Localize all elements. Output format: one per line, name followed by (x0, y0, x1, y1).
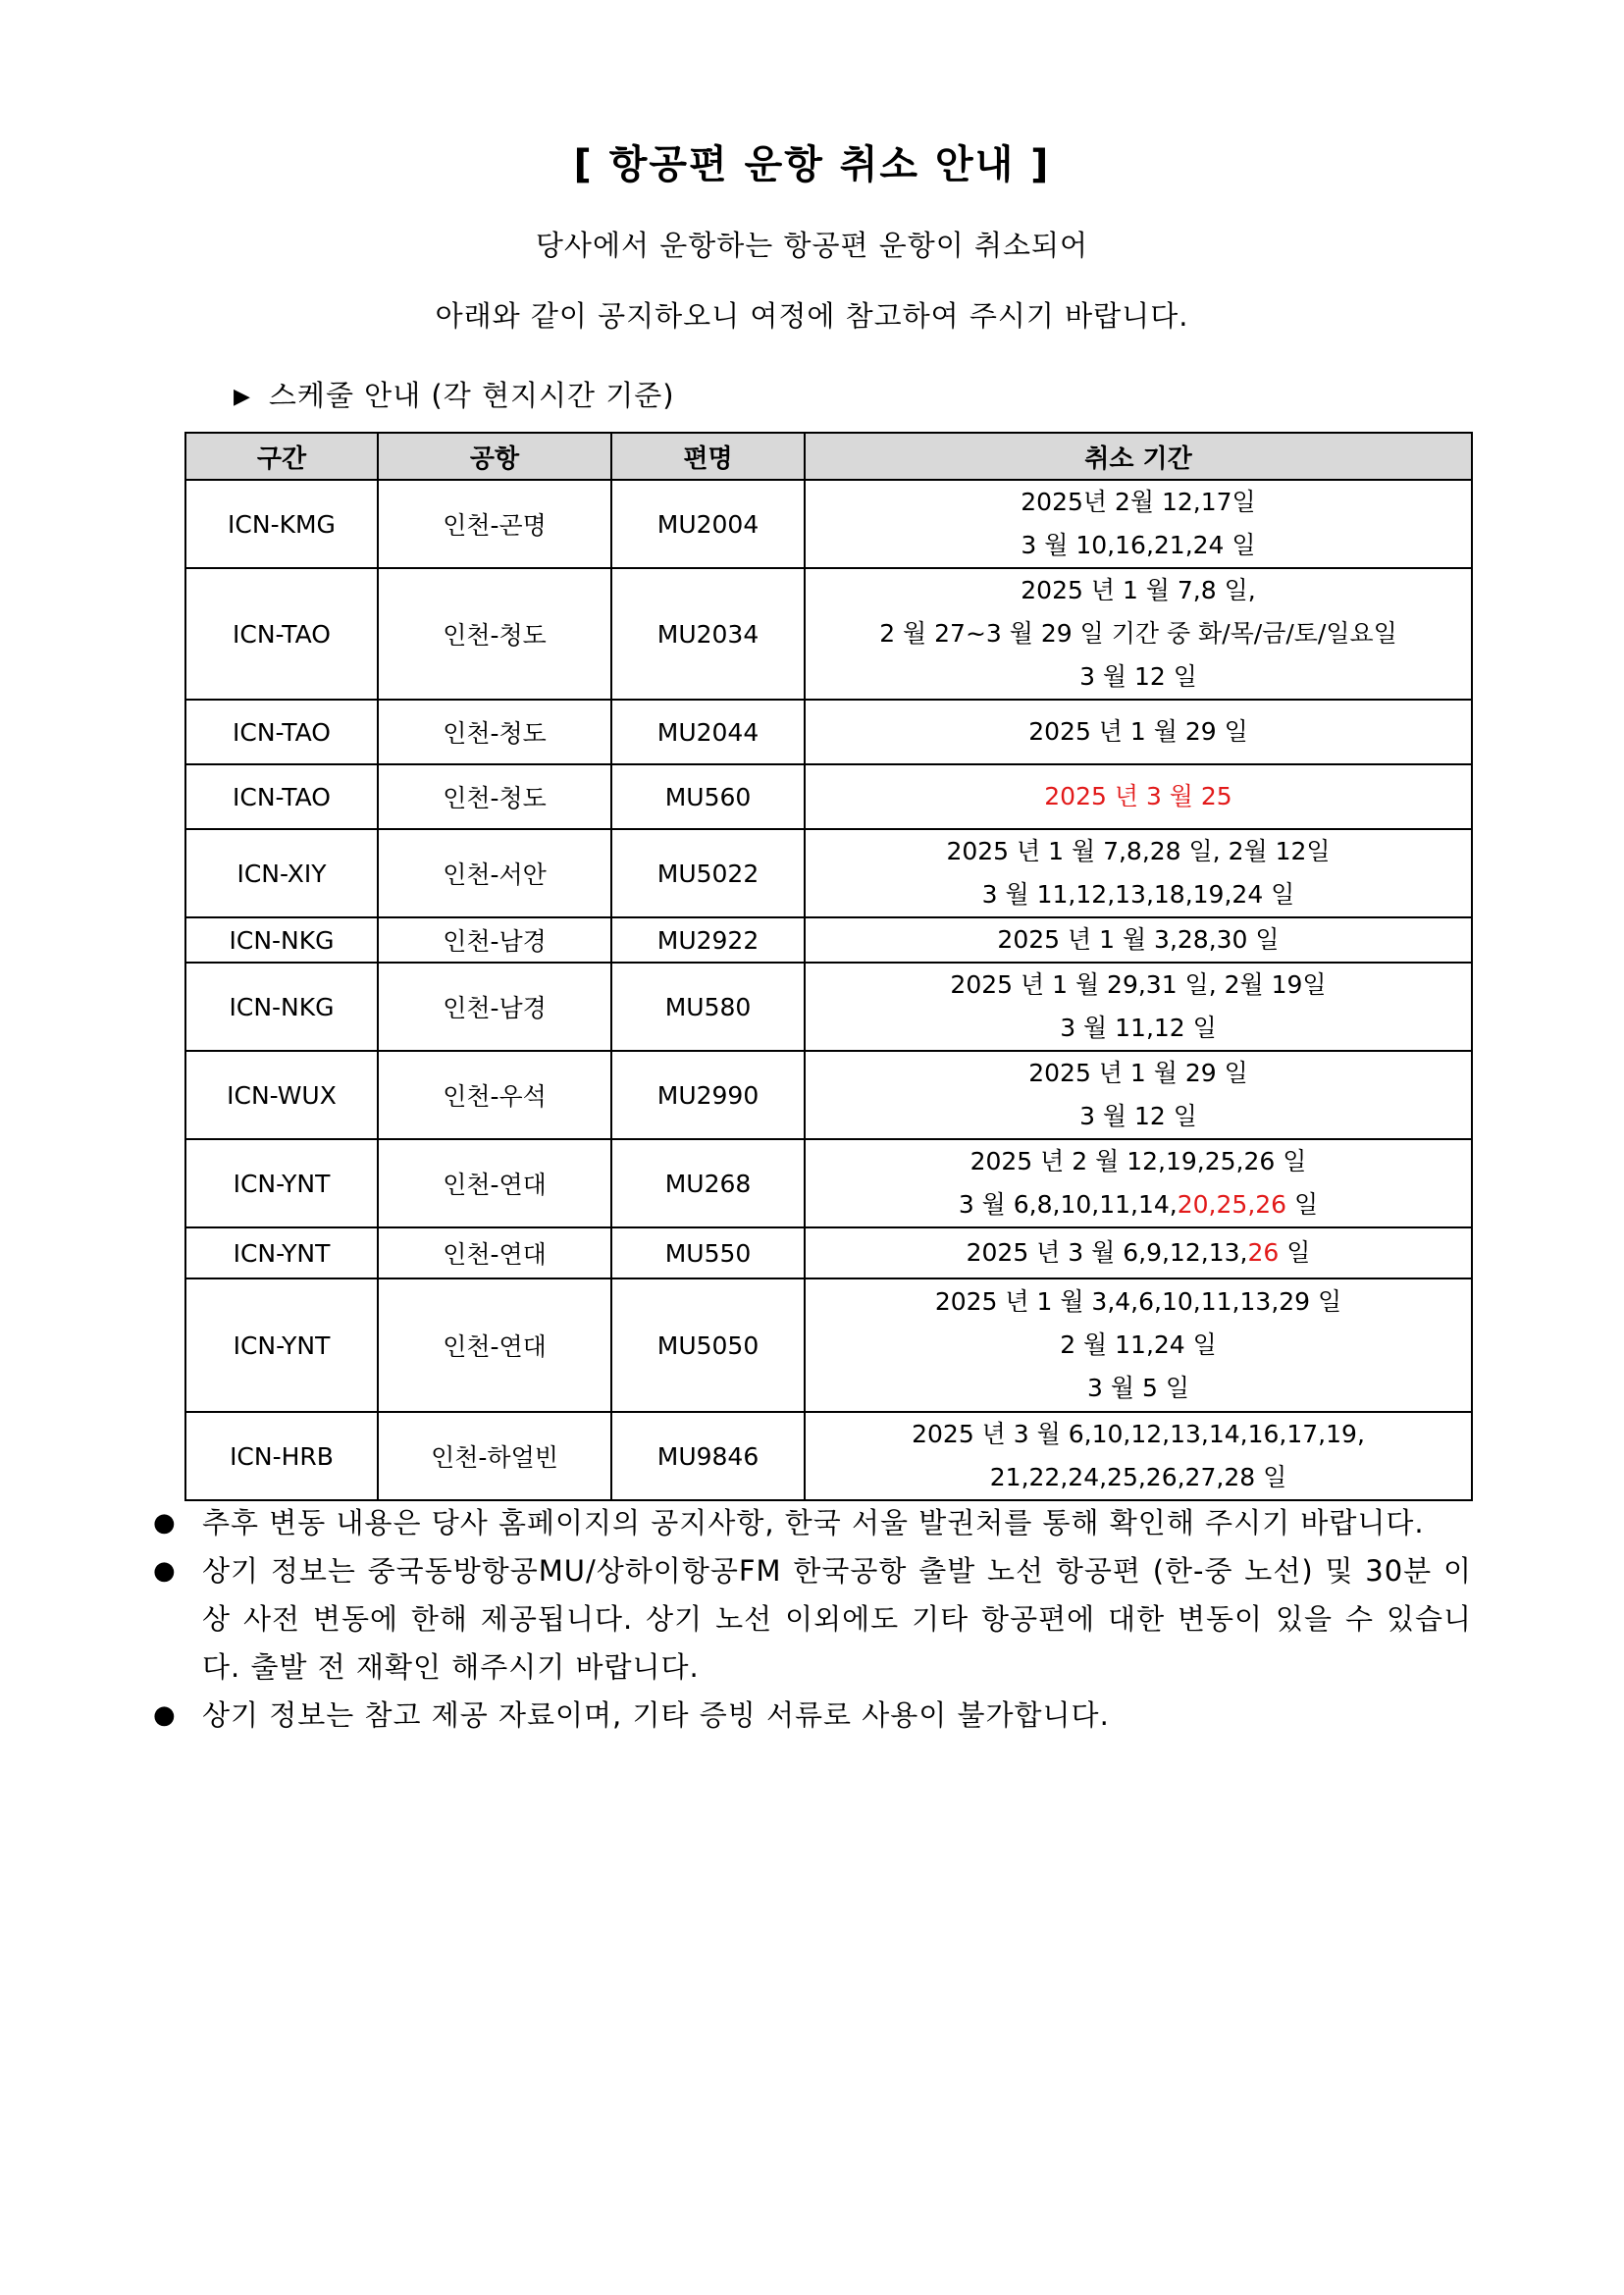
page-title: [ 항공편 운항 취소 안내 ] (573, 142, 1051, 187)
period-line (806, 1052, 1471, 1095)
period-cell (805, 829, 1472, 917)
period-line (806, 1413, 1471, 1456)
period-text-highlight: 20,25,26 (1177, 1190, 1287, 1219)
note-text: 추후 변동 내용은 당사 홈페이지의 공지사항, 한국 서울 발권처를 통해 확인해 주시기 바랍니다. (202, 1506, 1425, 1539)
route-cell: ICN-YNT (185, 1227, 378, 1278)
route-cell: ICN-KMG (185, 480, 378, 568)
period-cell (805, 1051, 1472, 1139)
airport-cell: 인천-연대 (378, 1227, 611, 1278)
period-text: 2025 년 1 월 3,28,30 일 (997, 925, 1280, 954)
route-cell: ICN-XIY (185, 829, 378, 917)
intro-line-2: 아래와 같이 공지하오니 여정에 참고하여 주시기 바랍니다. (435, 299, 1189, 333)
schedule-heading (234, 374, 675, 414)
flight-cell: MU2004 (611, 480, 805, 568)
flight-cell: MU9846 (611, 1412, 805, 1500)
table-row (185, 917, 1472, 963)
period-cell (805, 568, 1472, 700)
period-line (806, 918, 1471, 962)
airport-cell: 인천-연대 (378, 1139, 611, 1227)
airport-cell: 인천-하얼빈 (378, 1412, 611, 1500)
period-text: 2025년 2월 12,17일 (1021, 488, 1256, 516)
airport-cell: 인천-청도 (378, 568, 611, 700)
period-text: 2025 년 3 월 6,9,12,13, (966, 1238, 1248, 1267)
period-text: 2025 년 3 월 6,10,12,13,14,16,17,19, (912, 1420, 1365, 1448)
flight-cell: MU2044 (611, 700, 805, 764)
period-cell (805, 700, 1472, 764)
airport-cell: 인천-곤명 (378, 480, 611, 568)
airport-cell: 인천-우석 (378, 1051, 611, 1139)
header-airport: 공항 (378, 433, 611, 480)
table-row (185, 1278, 1472, 1412)
bullet-icon: ● (153, 1508, 177, 1538)
period-cell (805, 480, 1472, 568)
route-cell: ICN-NKG (185, 917, 378, 963)
period-cell (805, 1139, 1472, 1227)
note-item (147, 1499, 1472, 1547)
notes-list (147, 1499, 1472, 1740)
route-cell: ICN-HRB (185, 1412, 378, 1500)
period-line (806, 1456, 1471, 1499)
period-line (806, 1095, 1471, 1138)
airport-cell: 인천-남경 (378, 917, 611, 963)
period-cell (805, 1412, 1472, 1500)
table-row (185, 1227, 1472, 1278)
route-cell: ICN-TAO (185, 700, 378, 764)
period-text: 2025 년 1 월 3,4,6,10,11,13,29 일 (934, 1287, 1342, 1316)
period-text: 2025 년 2 월 12,19,25,26 일 (969, 1147, 1307, 1175)
period-text-highlight: 2025 년 3 월 25 (1044, 782, 1232, 810)
period-line (806, 612, 1471, 655)
note-text: 상기 정보는 중국동방항공MU/상하이항공FM 한국공항 출발 노선 항공편 (한-중 노선) 및 30분 이상 사전 변동에 한해 제공됩니다. 상기 노선 이외에도 기타 항공편에 대한 변동이 있을 수 있습니다. 출발 전 재확인 해주시기 바랍니다. (202, 1554, 1472, 1684)
airport-cell: 인천-서안 (378, 829, 611, 917)
period-cell (805, 917, 1472, 963)
period-line (806, 710, 1471, 754)
period-text: 3 월 10,16,21,24 일 (1021, 531, 1256, 559)
note-item (147, 1547, 1472, 1692)
period-line (806, 1231, 1471, 1275)
period-text: 2025 년 1 월 7,8,28 일, 2월 12일 (946, 837, 1331, 865)
header-route: 구간 (185, 433, 378, 480)
period-text: 3 월 12 일 (1079, 1102, 1197, 1130)
route-cell: ICN-TAO (185, 764, 378, 829)
cancellation-schedule-table (184, 432, 1473, 1501)
period-text: 3 월 5 일 (1087, 1374, 1189, 1402)
route-cell: ICN-YNT (185, 1139, 378, 1227)
table-row (185, 1051, 1472, 1139)
flight-cell: MU550 (611, 1227, 805, 1278)
flight-cell: MU2922 (611, 917, 805, 963)
flight-cell: MU560 (611, 764, 805, 829)
flight-cell: MU2990 (611, 1051, 805, 1139)
period-text: 일 (1286, 1190, 1319, 1219)
period-line (806, 1367, 1471, 1410)
bullet-icon: ● (153, 1556, 177, 1586)
airport-cell: 인천-청도 (378, 764, 611, 829)
period-line (806, 1007, 1471, 1050)
header-period: 취소 기간 (805, 433, 1472, 480)
period-text: 일 (1279, 1238, 1311, 1267)
header-flight: 편명 (611, 433, 805, 480)
note-text: 상기 정보는 참고 제공 자료이며, 기타 증빙 서류로 사용이 불가합니다. (202, 1698, 1110, 1732)
table-row (185, 1412, 1472, 1500)
table-row (185, 568, 1472, 700)
table-row (185, 764, 1472, 829)
intro-line-1: 당사에서 운항하는 항공편 운항이 취소되어 (535, 229, 1089, 262)
period-cell (805, 1227, 1472, 1278)
period-line (806, 873, 1471, 916)
period-line (806, 1280, 1471, 1324)
period-text: 2025 년 1 월 29 일 (1028, 1059, 1248, 1087)
airport-cell: 인천-남경 (378, 963, 611, 1051)
flight-cell: MU5050 (611, 1278, 805, 1412)
airport-cell: 인천-청도 (378, 700, 611, 764)
period-text: 2025 년 1 월 29,31 일, 2월 19일 (950, 970, 1327, 999)
flight-cell: MU2034 (611, 568, 805, 700)
period-text: 2 월 11,24 일 (1060, 1330, 1217, 1359)
period-line (806, 1140, 1471, 1183)
period-line (806, 1324, 1471, 1367)
table-row (185, 700, 1472, 764)
period-text-highlight: 26 (1247, 1238, 1280, 1267)
flight-cell: MU268 (611, 1139, 805, 1227)
period-line (806, 775, 1471, 818)
period-cell (805, 963, 1472, 1051)
period-cell (805, 764, 1472, 829)
period-line (806, 964, 1471, 1007)
triangle-bullet-icon: ▶ (234, 385, 251, 409)
period-line (806, 1183, 1471, 1226)
period-text: 3 월 11,12,13,18,19,24 일 (981, 880, 1295, 909)
schedule-heading-text: 스케줄 안내 (각 현지시간 기준) (268, 379, 675, 412)
flight-cell: MU580 (611, 963, 805, 1051)
table-row (185, 480, 1472, 568)
period-line (806, 569, 1471, 612)
period-line (806, 524, 1471, 567)
period-line (806, 481, 1471, 524)
table-row (185, 1139, 1472, 1227)
period-text: 3 월 6,8,10,11,14, (958, 1190, 1178, 1219)
table-row (185, 829, 1472, 917)
period-text: 2025 년 1 월 7,8 일, (1021, 576, 1256, 604)
period-line (806, 655, 1471, 699)
table-row (185, 963, 1472, 1051)
route-cell: ICN-YNT (185, 1278, 378, 1412)
note-item (147, 1692, 1472, 1740)
route-cell: ICN-NKG (185, 963, 378, 1051)
period-cell (805, 1278, 1472, 1412)
period-line (806, 830, 1471, 873)
period-text: 2 월 27~3 월 29 일 기간 중 화/목/금/토/일요일 (879, 619, 1397, 648)
route-cell: ICN-WUX (185, 1051, 378, 1139)
period-text: 2025 년 1 월 29 일 (1028, 717, 1248, 746)
period-text: 21,22,24,25,26,27,28 일 (989, 1463, 1287, 1491)
flight-cell: MU5022 (611, 829, 805, 917)
table-body (185, 480, 1472, 1500)
period-text: 3 월 12 일 (1079, 662, 1197, 691)
table-header-row (185, 433, 1472, 480)
airport-cell: 인천-연대 (378, 1278, 611, 1412)
period-text: 3 월 11,12 일 (1060, 1014, 1217, 1042)
bullet-icon: ● (153, 1700, 177, 1730)
route-cell: ICN-TAO (185, 568, 378, 700)
